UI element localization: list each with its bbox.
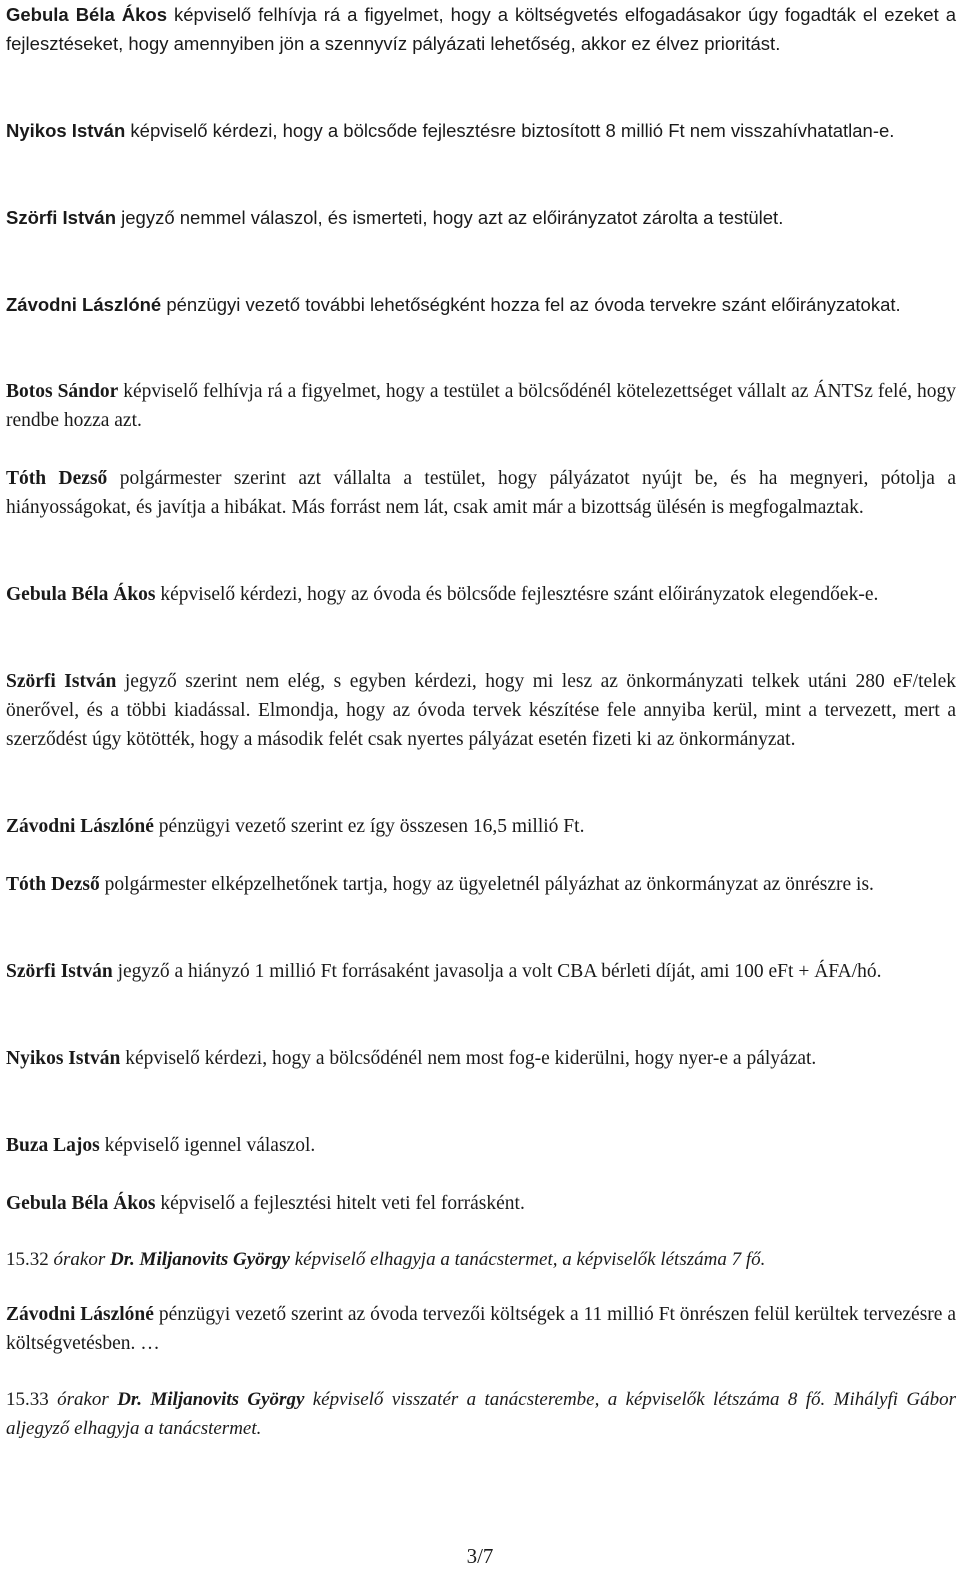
paragraph-12 bbox=[6, 1044, 956, 1073]
speaker-name: Gebula Béla Ákos bbox=[6, 1193, 156, 1214]
paragraph-8 bbox=[6, 667, 956, 754]
paragraph-text: jegyző szerint nem elég, s egyben kérdezi, hogy mi lesz az önkormányzati telkek utáni 280 eF/telek önerővel, és a többi kiadással. Elmondja, hogy az óvoda tervek készítése fele annyiba kerül, mint a tervezett, mert a szerződést úgy kötötték, hogy a második felét csak nyertes pályázat esetén fizeti ki az önkormányzat. bbox=[6, 671, 956, 750]
speaker-name: Botos Sándor bbox=[6, 381, 119, 402]
paragraph-text: képviselő kérdezi, hogy a bölcsőde fejlesztésre biztosított 8 millió Ft nem visszahívhatatlan-e. bbox=[125, 120, 895, 141]
page-number: 3/7 bbox=[466, 1544, 494, 1568]
paragraph-text: képviselő kérdezi, hogy a bölcsődénél nem most fog-e kiderülni, hogy nyer-e a pályázat. bbox=[120, 1048, 817, 1069]
paragraph-text: képviselő felhívja rá a figyelmet, hogy a testület a bölcsődénél kötelezettséget vállalt az ÁNTSz felé, hogy rendbe hozza azt. bbox=[6, 381, 956, 431]
speaker-name: Szörfi István bbox=[6, 671, 117, 692]
speaker-name: Tóth Dezső bbox=[6, 468, 108, 489]
paragraph-15 bbox=[6, 1300, 956, 1358]
paragraph-5 bbox=[6, 377, 956, 435]
paragraph-text: képviselő a fejlesztési hitelt veti fel forrásként. bbox=[155, 1193, 525, 1214]
note-text: képviselő visszatér a tanácsterembe, a képviselők létszáma 8 fő. Mihályfi Gábor aljegyző elhagyja a tanácstermet. bbox=[6, 1389, 956, 1439]
paragraph-10 bbox=[6, 870, 956, 899]
paragraph-3 bbox=[6, 203, 956, 232]
speaker-name: Závodni Lászlóné bbox=[6, 1304, 154, 1325]
paragraph-text: képviselő felhívja rá a figyelmet, hogy a költségvetés elfogadásakor úgy fogadták el ezeket a fejlesztéseket, hogy amennyiben jön a szennyvíz pályázati lehetőség, akkor ez élvez prioritást. bbox=[6, 4, 956, 54]
speaker-name: Dr. Miljanovits György bbox=[109, 1249, 290, 1270]
note-2 bbox=[6, 1385, 956, 1443]
speaker-name: Závodni Lászlóné bbox=[6, 816, 154, 837]
paragraph-text: pénzügyi vezető szerint ez így összesen 16,5 millió Ft. bbox=[153, 816, 585, 837]
speaker-name: Nyikos István bbox=[6, 1048, 121, 1069]
note-prefix: órakor bbox=[48, 1249, 110, 1270]
paragraph-text: pénzügyi vezető további lehetőségként hozza fel az óvoda tervekre szánt előirányzatokat. bbox=[161, 294, 901, 315]
paragraph-text: polgármester elképzelhetőnek tartja, hogy az ügyeletnél pályázhat az önkormányzat az önrészre is. bbox=[99, 874, 874, 895]
paragraph-text: jegyző nemmel válaszol, és ismerteti, hogy azt az előirányzatot zárolta a testület. bbox=[116, 207, 784, 228]
paragraph-4 bbox=[6, 290, 956, 319]
speaker-name: Szörfi István bbox=[6, 207, 116, 228]
paragraph-6 bbox=[6, 464, 956, 522]
paragraph-11 bbox=[6, 957, 956, 986]
speaker-name: Dr. Miljanovits György bbox=[117, 1389, 305, 1410]
speaker-name: Gebula Béla Ákos bbox=[6, 4, 168, 25]
speaker-name: Szörfi István bbox=[6, 961, 113, 982]
note-time: 15.33 bbox=[6, 1389, 49, 1410]
paragraph-text: polgármester szerint azt vállalta a testület, hogy pályázatot nyújt be, és ha megnyeri, pótolja a hiányosságokat, és javítja a hibákat. Más forrást nem lát, csak amit már a bizottság ülésén is megfogalmaztak. bbox=[6, 468, 956, 518]
paragraph-13 bbox=[6, 1131, 956, 1160]
speaker-name: Gebula Béla Ákos bbox=[6, 584, 156, 605]
paragraph-2 bbox=[6, 116, 956, 145]
speaker-name: Buza Lajos bbox=[6, 1135, 100, 1156]
note-prefix: órakor bbox=[48, 1389, 118, 1410]
speaker-name: Nyikos István bbox=[6, 120, 126, 141]
paragraph-7 bbox=[6, 580, 956, 609]
paragraph-14 bbox=[6, 1189, 956, 1218]
paragraph-text: képviselő kérdezi, hogy az óvoda és bölcsőde fejlesztésre szánt előirányzatok elegendőek-e. bbox=[155, 584, 879, 605]
paragraph-text: képviselő igennel válaszol. bbox=[99, 1135, 316, 1156]
paragraph-1 bbox=[6, 0, 956, 58]
note-text: képviselő elhagyja a tanácstermet, a képviselők létszáma 7 fő. bbox=[289, 1249, 766, 1270]
speaker-name: Tóth Dezső bbox=[6, 874, 100, 895]
paragraph-text: jegyző a hiányzó 1 millió Ft forrásaként javasolja a volt CBA bérleti díját, ami 100 eFt + ÁFA/hó. bbox=[112, 961, 882, 982]
paragraph-9 bbox=[6, 812, 956, 841]
paragraph-text: pénzügyi vezető szerint az óvoda tervezői költségek a 11 millió Ft önrészen felül kerültek tervezésre a költségvetésben. … bbox=[6, 1304, 956, 1354]
note-time: 15.32 bbox=[6, 1249, 49, 1270]
note-1 bbox=[6, 1245, 956, 1274]
speaker-name: Závodni Lászlóné bbox=[6, 294, 162, 315]
